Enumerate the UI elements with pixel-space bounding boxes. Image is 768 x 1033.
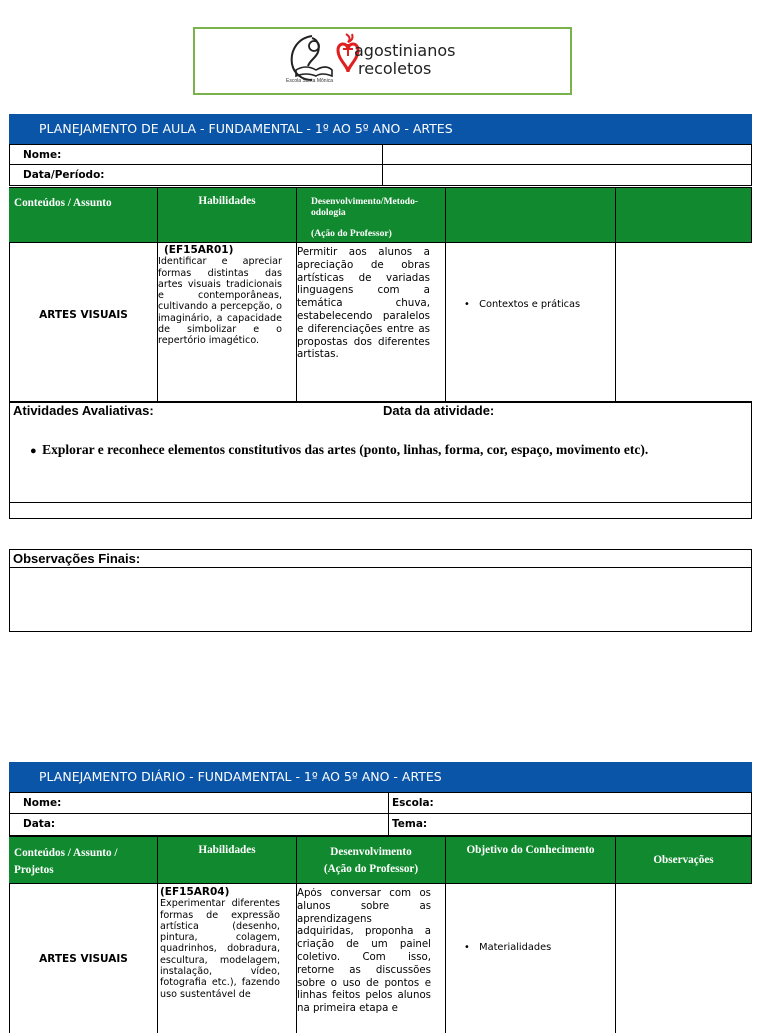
plan1-evaluative-item [30,442,648,458]
bullet-icon: • [464,942,480,953]
plan2-header-development [297,836,446,883]
plan1-skill-description: Identificar e apreciar formas distintas das artes visuais tradicionais e contemporâneas, cultivando a percepção, o imaginário, a capacidade de simbolizar e o repertório imagético. [158,256,283,347]
plan2-title-bar: PLANEJAMENTO DIÁRIO - FUNDAMENTAL - 1º AO 5º ANO - ARTES [9,762,752,792]
plan1-skill-code: (EF15AR01) [164,244,234,256]
plan2-header-observations: Observações [616,836,752,883]
plan2-skill-text [160,887,280,1024]
plan2-school-field[interactable]: Escola: [388,792,752,814]
plan2-header-contents [9,836,158,883]
bullet-icon: ● [30,445,43,457]
plan1-header-dev-line1: Desenvolvimento/Metodo- [311,196,419,207]
plan1-objective-cell [446,242,616,402]
plan2-header-skills: Habilidades [158,836,297,883]
plan1-date-field[interactable]: Data/Período: [9,164,383,186]
plan1-evaluative-label: Atividades Avaliativas: [13,403,154,418]
plan2-objective-item [464,942,551,953]
plan1-objective-item [464,299,580,310]
plan2-date-field[interactable]: Data: [9,813,389,836]
plan2-header-dev-line2: (Ação do Professor) [323,863,419,875]
plan2-header-dev-line1: Desenvolvimento [330,846,412,858]
plan1-activity-date-label: Data da atividade: [383,403,495,418]
plan2-development: Após conversar com os alunos sobre as aprendizagens adquiridas, proponha a criação de um painel coletivo. Com isso, retorne as discussões sobre o uso de pontos e linhas feitos pelos alunos na primeira etapa e [297,888,431,1015]
plan2-observation-cell [616,883,752,1033]
plan2-header-objective: Objetivo do Conhecimento [446,836,616,883]
plan1-name-value[interactable] [382,144,752,165]
plan2-header-contents-line2: Projetos [14,864,54,876]
bullet-icon: • [464,299,480,310]
plan1-header-dev-line3: (Ação do Professor) [311,228,392,239]
plan1-header-development [297,187,446,242]
plan1-skill-text [158,245,282,347]
plan1-header-contents: Conteúdos / Assunto [9,187,158,242]
plan2-header-contents-line1: Conteúdos / Assunto / [14,847,118,859]
plan1-date-value[interactable] [382,164,752,186]
plan2-subject: ARTES VISUAIS [39,953,128,965]
plan2-objective-cell [446,883,616,1033]
plan2-name-field[interactable]: Nome: [9,792,389,814]
plan1-observation-cell [616,242,752,402]
plan1-spacer-row [9,502,752,519]
plan1-header-skills: Habilidades [158,187,297,242]
plan1-name-field[interactable]: Nome: [9,144,383,165]
plan2-theme-field[interactable]: Tema: [388,813,752,836]
brand-line1: agostinianos [354,41,456,60]
plan1-evaluative-text: Explorar e reconhece elementos constitutivos das artes (ponto, linhas, forma, cor, espaço, movimento etc). [42,442,649,457]
plan1-final-obs-label: Observações Finais: [13,551,141,566]
plan2-skill-description: Experimentar diferentes formas de expressão artística (desenho, pintura, colagem, quadrinhos, dobradura, escultura, modelagem, instalação, vídeo, fotografia etc.), fazendo uso sustentável de [160,898,280,1000]
plan1-title-bar: PLANEJAMENTO DE AULA - FUNDAMENTAL - 1º AO 5º ANO - ARTES [9,114,752,144]
plan1-subject-cell [9,242,158,402]
brand-name [354,42,455,78]
brand-line2: recoletos [358,59,432,78]
plan2-objective: Materialidades [479,942,552,953]
plan1-header-dev-line2: odologia [311,207,346,218]
plan1-header-objective [446,187,616,242]
school-name: Escola Santa Mônica [286,78,333,84]
plan2-skill-code: (EF15AR04) [160,887,230,898]
plan1-development: Permitir aos alunos a apreciação de obras artísticas de variadas linguagens com a temática chuva, estabelecendo paralelos e diferenciações entre as propostas dos diferentes artistas. [297,246,430,361]
divider [9,567,752,568]
plan1-objective: Contextos e práticas [479,299,581,310]
plan1-header-observations [616,187,752,242]
plan1-subject: ARTES VISUAIS [39,309,128,321]
